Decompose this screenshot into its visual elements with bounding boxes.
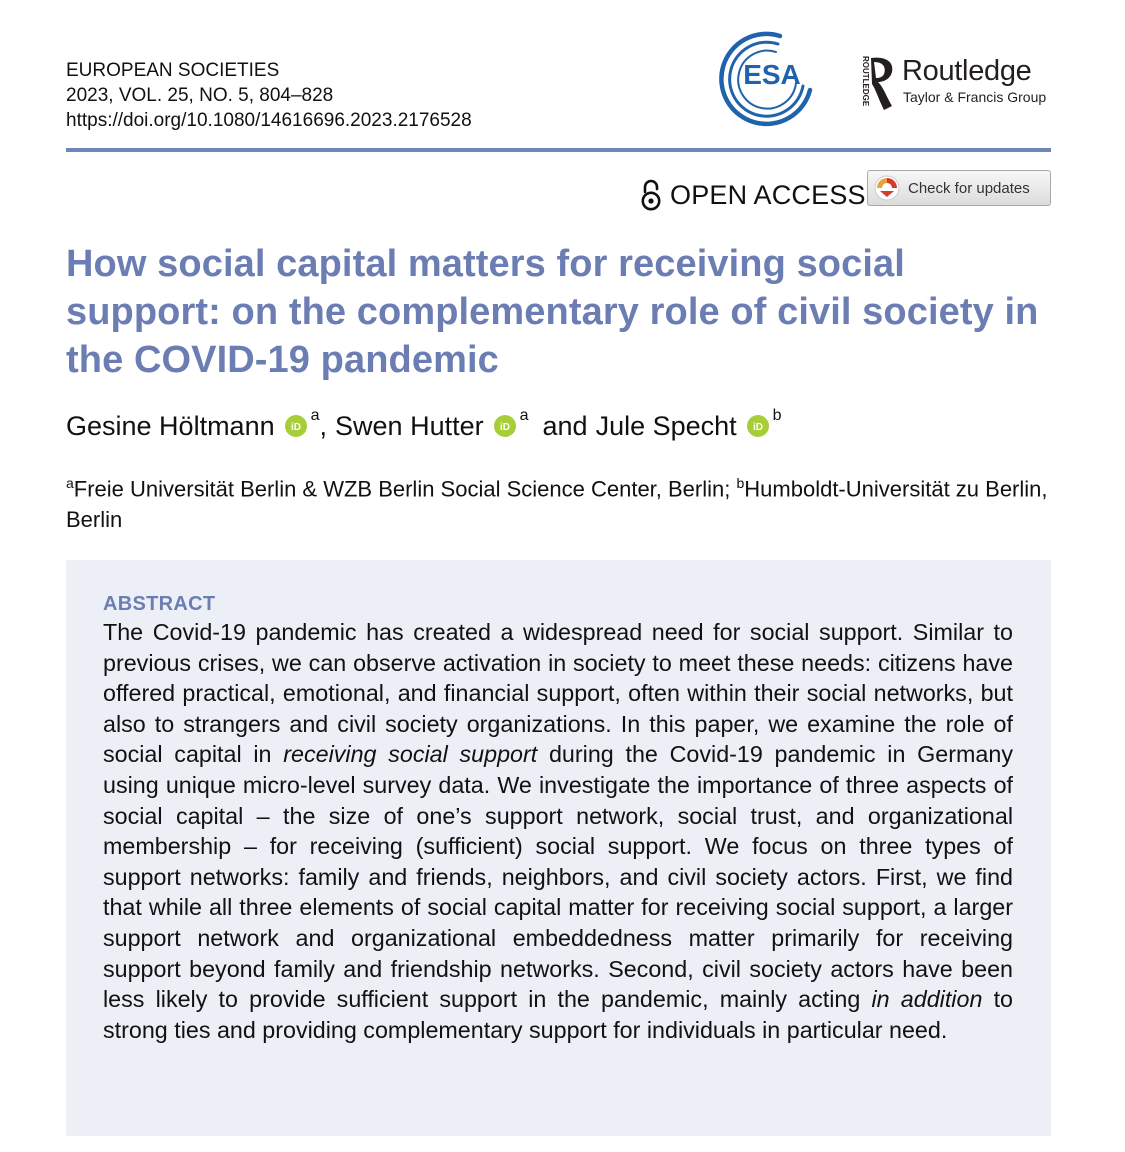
svg-text:iD: iD [290, 422, 301, 433]
abstract-text-part: to strong ties and providing complementary support for individuals in particular need. [103, 986, 1013, 1043]
esa-logo-text: ESA [743, 59, 801, 90]
affiliation-mark: b [736, 475, 745, 491]
open-access-label: OPEN ACCESS [670, 179, 866, 210]
routledge-name: Routledge [902, 55, 1032, 87]
abstract-heading: ABSTRACT [103, 593, 216, 615]
header-rule [66, 148, 1051, 152]
author-separator: , [319, 411, 328, 441]
check-updates-label: Check for updates [908, 179, 1030, 197]
orcid-icon[interactable] [285, 415, 307, 437]
routledge-vertical-mark [852, 54, 870, 112]
affiliations [66, 468, 1056, 535]
abstract-text-part: during the Covid-19 pandemic in Germany using unique micro-level survey data. We investigate the importance of three aspects of social capital – the size of one’s support network, social trust, and organizational membership – for receiving (sufficient) social support. We focus on three types of support networks: family and friends, neighbors, and civil society actors. First, we find that while all three elements of social capital matter for receiving social support, a larger support network and organizational embeddedness matter primarily for receiving support beyond family and friendship networks. Second, civil society actors have been less likely to provide sufficient support in the pandemic, mainly acting [103, 741, 1013, 1013]
esa-logo [718, 28, 818, 128]
affiliation-mark: a [66, 475, 74, 491]
abstract-emphasis: receiving social support [283, 741, 538, 768]
open-access-badge [640, 178, 866, 212]
routledge-subtitle: Taylor & Francis Group [903, 89, 1047, 105]
journal-meta [66, 58, 472, 133]
routledge-logo [850, 52, 1060, 116]
author-name: Jule Specht [595, 411, 737, 441]
author-name: Swen Hutter [335, 411, 484, 441]
affiliation-text: Freie Universität Berlin & WZB Berlin Social Science Center, Berlin; [73, 476, 737, 502]
check-updates-icon [874, 175, 900, 201]
orcid-icon[interactable] [747, 415, 769, 437]
journal-volume: 2023, VOL. 25, NO. 5, 804–828 [66, 85, 334, 106]
affiliation-text: Humboldt-Universität zu Berlin, Berlin [66, 476, 1048, 533]
journal-name: EUROPEAN SOCIETIES [66, 60, 280, 81]
author-affiliation-mark: a [310, 407, 320, 424]
author-affiliation-mark: a [519, 407, 529, 424]
check-for-updates-button[interactable] [867, 170, 1051, 206]
routledge-vertical-text: ROUTLEDGE [861, 56, 870, 107]
routledge-r-icon [866, 54, 896, 112]
author-separator: and [542, 411, 588, 441]
svg-text:iD: iD [499, 422, 510, 433]
doi-link[interactable]: https://doi.org/10.1080/14616696.2023.2176528 [66, 110, 472, 131]
author-name: Gesine Höltmann [66, 411, 275, 441]
abstract-emphasis: in addition [871, 986, 983, 1013]
orcid-icon[interactable] [494, 415, 516, 437]
abstract-text-part: The Covid-19 pandemic has created a widespread need for social support. Similar to previous crises, we can observe activation in society to meet these needs: citizens have offered practical, emotional, and financial support, often within their social networks, but also to strangers and civil society organizations. In this paper, we examine the role of social capital in [103, 619, 1013, 768]
abstract-text [103, 617, 1013, 1045]
author-list [66, 406, 782, 446]
open-lock-icon [640, 179, 662, 211]
abstract-box [66, 560, 1051, 1136]
svg-text:iD: iD [752, 422, 763, 433]
article-title: How social capital matters for receiving social support: on the complementary role of civil society in the COVID-19 pandemic [66, 243, 1039, 381]
author-affiliation-mark: b [772, 407, 782, 424]
